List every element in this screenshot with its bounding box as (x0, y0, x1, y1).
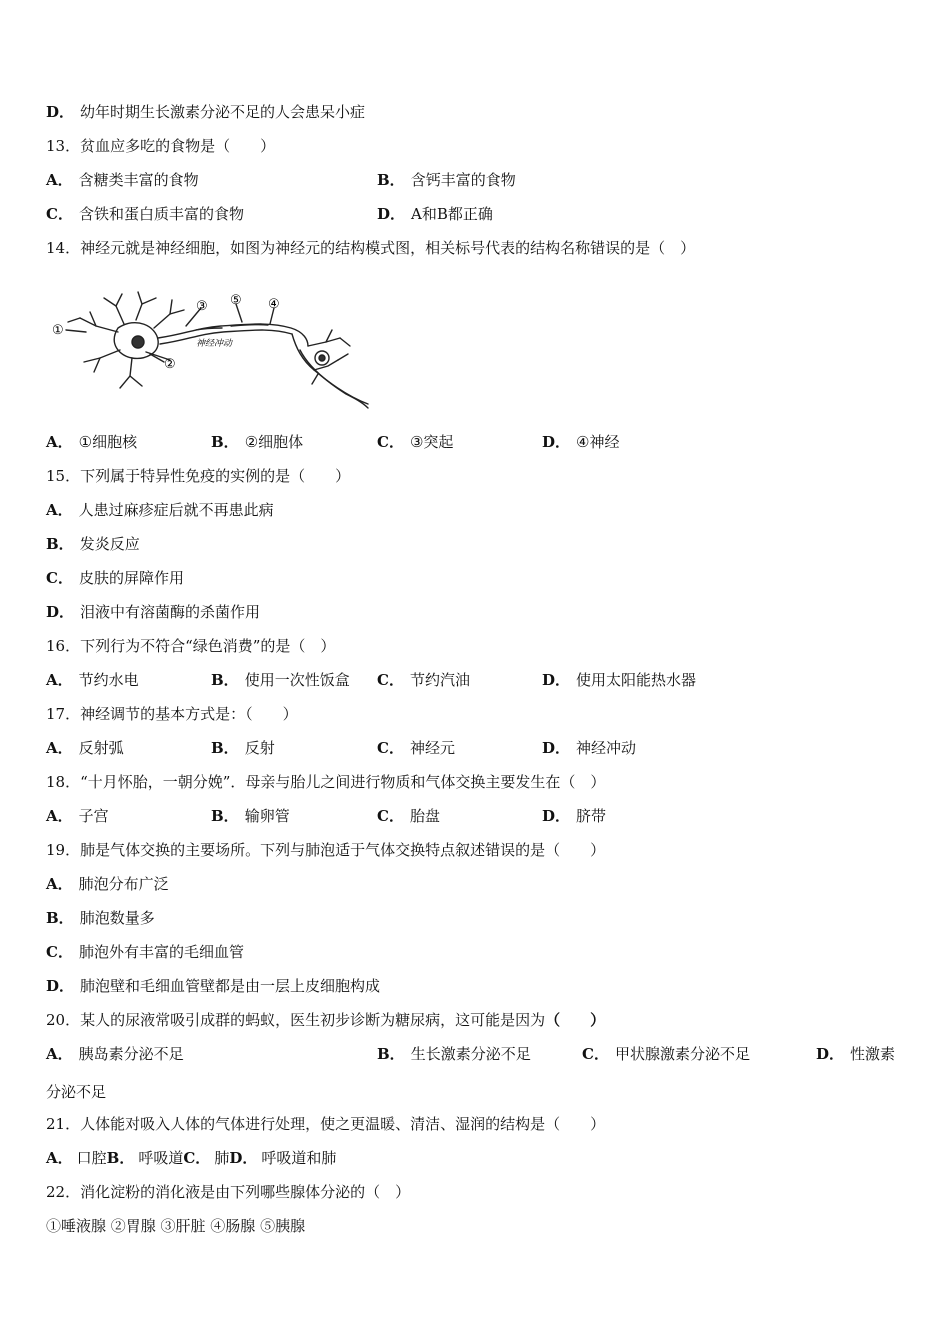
option-text: 甲状腺激素分泌不足 (614, 1045, 750, 1063)
option-label: A． (46, 171, 73, 189)
option-text: 泪液中有溶菌酶的杀菌作用 (80, 603, 261, 621)
q18-option-b (211, 806, 290, 826)
option-text: ④神经 (576, 433, 620, 451)
q20-option-d-wrap: 分泌不足 (46, 1083, 107, 1101)
q14-option-c (377, 432, 453, 452)
marker-2: ② (164, 357, 176, 372)
option-label: B． (106, 1149, 135, 1167)
q21-stem: 21．人体能对吸入人体的气体进行处理，使之更温暖、清洁、湿润的结构是（ ） (46, 1115, 606, 1133)
q16-option-b (211, 670, 350, 690)
option-label: D． (46, 603, 75, 621)
q14-option-a (46, 432, 137, 452)
q22-items: ①唾液腺 ②胃腺 ③肝脏 ④肠腺 ⑤胰腺 (46, 1217, 306, 1235)
q20-stem (46, 1010, 605, 1030)
option-label: A． (46, 875, 73, 893)
option-text: 反射弧 (78, 739, 124, 757)
option-label: C． (377, 807, 404, 825)
q13-option-c (46, 204, 244, 224)
option-text: 含糖类丰富的食物 (78, 171, 199, 189)
option-label: B． (211, 433, 239, 451)
q20-option-b (377, 1044, 531, 1064)
axon-label: 神经冲动 (196, 339, 233, 349)
option-label: A． (46, 433, 73, 451)
q19-option-b (46, 908, 155, 928)
option-label: C． (46, 569, 73, 587)
answer-paren: （ ） (545, 1011, 606, 1029)
q14-option-b (211, 432, 303, 452)
option-text: 节约水电 (78, 671, 139, 689)
option-text: 生长激素分泌不足 (410, 1045, 531, 1063)
option-text: A和B都正确 (411, 205, 493, 223)
option-text: 节约汽油 (409, 671, 470, 689)
option-label: B． (211, 807, 239, 825)
option-label: C． (46, 205, 73, 223)
q18-option-d (542, 806, 606, 826)
option-text: 皮肤的屏障作用 (78, 569, 184, 587)
option-label: B． (377, 1045, 405, 1063)
option-text: 肺泡分布广泛 (78, 875, 169, 893)
option-label: C． (377, 671, 404, 689)
option-label: C． (377, 739, 404, 757)
q13-option-d (377, 204, 493, 224)
option-label: A． (46, 1149, 73, 1167)
q13-option-b (377, 170, 516, 190)
option-label: C． (582, 1045, 609, 1063)
option-text: 幼年时期生长激素分泌不足的人会患呆小症 (80, 103, 366, 121)
option-text: 胰岛素分泌不足 (78, 1045, 184, 1063)
option-text: ③突起 (409, 433, 454, 451)
option-label: A． (46, 807, 73, 825)
q12-option-d (46, 102, 365, 122)
option-text: 肺泡壁和毛细血管壁都是由一层上皮细胞构成 (80, 977, 381, 995)
option-label: A． (46, 1045, 73, 1063)
q15-option-d (46, 602, 260, 622)
option-text: 输卵管 (244, 807, 290, 825)
option-text: 反射 (244, 739, 275, 757)
option-text: ②细胞体 (244, 433, 304, 451)
option-text: 肺泡数量多 (79, 909, 155, 927)
q18-stem: 18．“十月怀胎，一朝分娩”．母亲与胎儿之间进行物质和气体交换主要发生在（ ） (46, 773, 606, 791)
option-text: 神经冲动 (576, 739, 637, 757)
option-text: 神经元 (409, 739, 455, 757)
option-text: 使用太阳能热水器 (576, 671, 697, 689)
q17-stem: 17．神经调节的基本方式是：（ ） (46, 705, 298, 723)
q15-stem: 15．下列属于特异性免疫的实例的是（ ） (46, 467, 351, 485)
option-text: 性激素 (850, 1045, 896, 1063)
q19-stem: 19．肺是气体交换的主要场所。下列与肺泡适于气体交换特点叙述错误的是（ ） (46, 841, 606, 859)
q16-stem: 16．下列行为不符合“绿色消费”的是（ ） (46, 637, 336, 655)
option-text: 呼吸道 (138, 1149, 184, 1167)
option-label: D． (542, 807, 571, 825)
option-text: 子宫 (78, 807, 109, 825)
option-text: 使用一次性饭盒 (244, 671, 350, 689)
option-text: ①细胞核 (78, 433, 138, 451)
option-text: 口腔 (76, 1149, 107, 1167)
q22-stem: 22．消化淀粉的消化液是由下列哪些腺体分泌的（ ） (46, 1183, 411, 1201)
q19-option-c (46, 942, 244, 962)
neuron-diagram (46, 288, 376, 413)
q14-stem: 14．神经元就是神经细胞，如图为神经元的结构模式图，相关标号代表的结构名称错误的是（ ） (46, 239, 696, 257)
q18-option-c (377, 806, 440, 826)
option-label: B． (377, 171, 405, 189)
option-text: 含钙丰富的食物 (410, 171, 516, 189)
option-text: 呼吸道和肺 (261, 1149, 337, 1167)
q15-option-c (46, 568, 184, 588)
q17-option-b (211, 738, 275, 758)
q13-stem: 13．贫血应多吃的食物是（ ） (46, 137, 276, 155)
option-label: D． (377, 205, 406, 223)
option-label: A． (46, 501, 73, 519)
option-label: C． (377, 433, 404, 451)
option-label: D． (542, 433, 571, 451)
q21-options (46, 1148, 336, 1168)
option-label: B． (46, 535, 74, 553)
q20-stem-text: 20．某人的尿液常吸引成群的蚂蚁，医生初步诊断为糖尿病，这可能是因为 (46, 1011, 546, 1029)
option-label: C． (46, 943, 73, 961)
option-label: D． (46, 103, 75, 121)
marker-5: ⑤ (230, 293, 242, 308)
option-label: D． (816, 1045, 845, 1063)
neuron-axon (158, 324, 308, 346)
option-label: A． (46, 671, 73, 689)
q17-option-a (46, 738, 124, 758)
option-label: B． (211, 739, 239, 757)
option-label: A． (46, 739, 73, 757)
q20-option-d (816, 1044, 895, 1064)
neuron-nucleus (132, 336, 144, 348)
q18-option-a (46, 806, 109, 826)
q15-option-b (46, 534, 140, 554)
option-label: C． (183, 1149, 211, 1167)
option-text: 含铁和蛋白质丰富的食物 (78, 205, 244, 223)
q13-option-a (46, 170, 199, 190)
q20-option-c (582, 1044, 750, 1064)
option-label: B． (211, 671, 239, 689)
option-label: B． (46, 909, 74, 927)
option-text: 肺 (214, 1149, 230, 1167)
option-text: 发炎反应 (79, 535, 140, 553)
option-label: D． (229, 1149, 258, 1167)
q16-option-d (542, 670, 696, 690)
option-text: 脐带 (576, 807, 607, 825)
q14-option-d (542, 432, 619, 452)
q17-option-d (542, 738, 636, 758)
q16-option-a (46, 670, 139, 690)
q19-option-d (46, 976, 380, 996)
q20-option-a (46, 1044, 184, 1064)
q15-option-a (46, 500, 274, 520)
marker-4: ④ (268, 297, 280, 312)
option-text: 肺泡外有丰富的毛细血管 (78, 943, 244, 961)
q19-option-a (46, 874, 169, 894)
option-label: D． (46, 977, 75, 995)
option-label: D． (542, 671, 571, 689)
option-text: 胎盘 (409, 807, 440, 825)
q17-option-c (377, 738, 455, 758)
marker-1: ① (52, 323, 64, 338)
option-text: 人患过麻疹症后就不再患此病 (78, 501, 274, 519)
marker-3: ③ (196, 299, 208, 314)
q16-option-c (377, 670, 470, 690)
option-label: D． (542, 739, 571, 757)
